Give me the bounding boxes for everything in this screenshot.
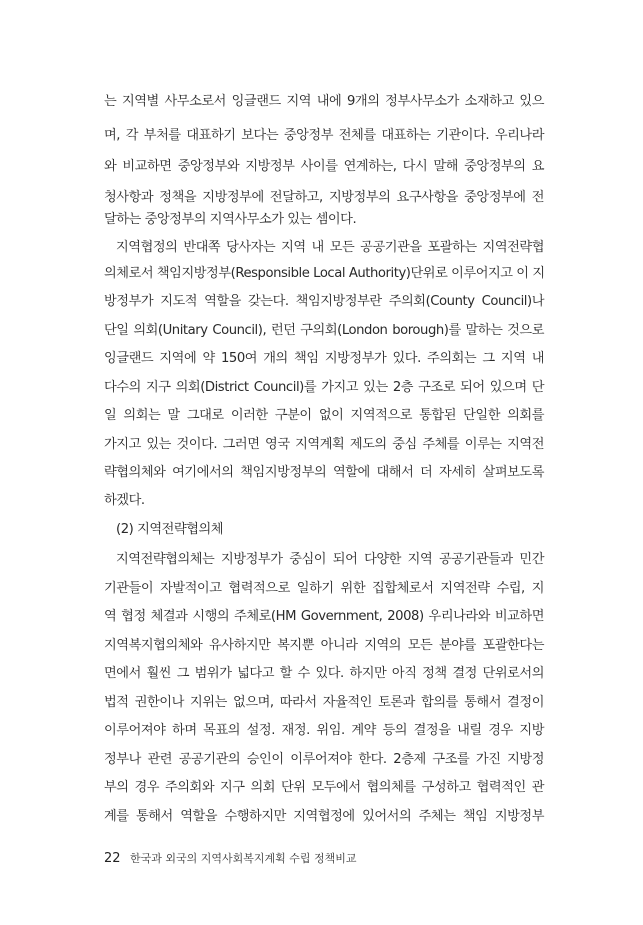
- paragraph-2-line-8: 가지고 있는 것이다. 그러면 영국 지역계획 제도의 중심 주체를 이루는 지역전: [104, 437, 544, 452]
- running-title: 한국과 외국의 지역사회복지계획 수립 정책비교: [130, 852, 357, 865]
- paragraph-1-line-3: 와 비교하면 중앙정부와 지방정부 사이를 연계하는, 다시 말해 중앙정부의 요: [104, 159, 544, 174]
- paragraph-3-line-6: 법적 권한이나 지위는 없으며, 따라서 자율적인 토론과 합의를 통해서 결정이: [104, 695, 544, 710]
- paragraph-3-line-9: 부의 경우 주의회와 지구 의회 단위 모두에서 협의체를 구성하고 협력적인 관: [104, 780, 544, 795]
- paragraph-2-line-3: 방정부가 지도적 역할을 갖는다. 책임지방정부란 주의회(County Council)나: [104, 294, 544, 309]
- paragraph-1-line-5: 달하는 중앙정부의 지역사무소가 있는 셈이다.: [104, 212, 357, 227]
- paragraph-3-line-4: 지역복지협의체와 유사하지만 복지뿐 아니라 지역의 모든 분야를 포괄한다는: [104, 638, 544, 653]
- paragraph-3-line-1: 지역전략협의체는 지방정부가 중심이 되어 다양한 지역 공공기관들과 민간: [116, 552, 544, 567]
- paragraph-3-line-3: 역 협정 체결과 시행의 주체로(HM Government, 2008) 우리나라와 비교하면: [104, 609, 544, 624]
- paragraph-2-line-4: 단일 의회(Unitary Council), 런던 구의회(London borough)를 말하는 것으로: [104, 323, 544, 338]
- page-number: 22: [104, 851, 121, 866]
- paragraph-2-line-1: 지역협정의 반대쪽 당사자는 지역 내 모든 공공기관을 포괄하는 지역전략협: [116, 240, 544, 255]
- paragraph-3-line-7: 이루어져야 하며 목표의 설정. 재정. 위임. 계약 등의 결정을 내릴 경우 지방: [104, 723, 544, 738]
- paragraph-1-line-2: 며, 각 부처를 대표하기 보다는 중앙정부 전체를 대표하는 기관이다. 우리나라: [104, 128, 544, 143]
- paragraph-3-line-2: 기관들이 자발적이고 협력적으로 일하기 위한 집합체로서 지역전략 수립, 지: [104, 581, 544, 596]
- paragraph-3-line-5: 면에서 훨씬 그 범위가 넓다고 할 수 있다. 하지만 아직 정책 결정 단위로서의: [104, 666, 544, 681]
- paragraph-2-line-10: 하겠다.: [104, 493, 145, 508]
- paragraph-2-line-6: 다수의 지구 의회(District Council)를 가지고 있는 2층 구조로 되어 있으며 단: [104, 380, 544, 395]
- page-footer: [104, 852, 357, 866]
- paragraph-2-line-5: 잉글랜드 지역에 약 150여 개의 책임 지방정부가 있다. 주의회는 그 지역 내: [104, 351, 544, 366]
- paragraph-3-line-8: 정부나 관련 공공기관의 승인이 이루어져야 한다. 2층제 구조를 가진 지방정: [104, 752, 544, 767]
- paragraph-3-line-10: 계를 통해서 역할을 수행하지만 지역협정에 있어서의 주체는 책임 지방정부: [104, 809, 544, 824]
- paragraph-2-line-9: 략협의체와 여기에서의 책임지방정부의 역할에 대해서 더 자세히 살펴보도록: [104, 465, 544, 480]
- paragraph-2-line-2: 의체로서 책임지방정부(Responsible Local Authority)단위로 이루어지고 이 지: [104, 266, 545, 281]
- paragraph-1-line-4: 청사항과 정책을 지방정부에 전달하고, 지방정부의 요구사항을 중앙정부에 전: [104, 190, 544, 205]
- section-heading: (2) 지역전략협의체: [116, 522, 224, 537]
- paragraph-1-line-1: 는 지역별 사무소로서 잉글랜드 지역 내에 9개의 정부사무소가 소재하고 있으: [104, 94, 545, 109]
- paragraph-2-line-7: 일 의회는 말 그대로 이러한 구분이 없이 지역적으로 통합된 단일한 의회를: [104, 408, 544, 423]
